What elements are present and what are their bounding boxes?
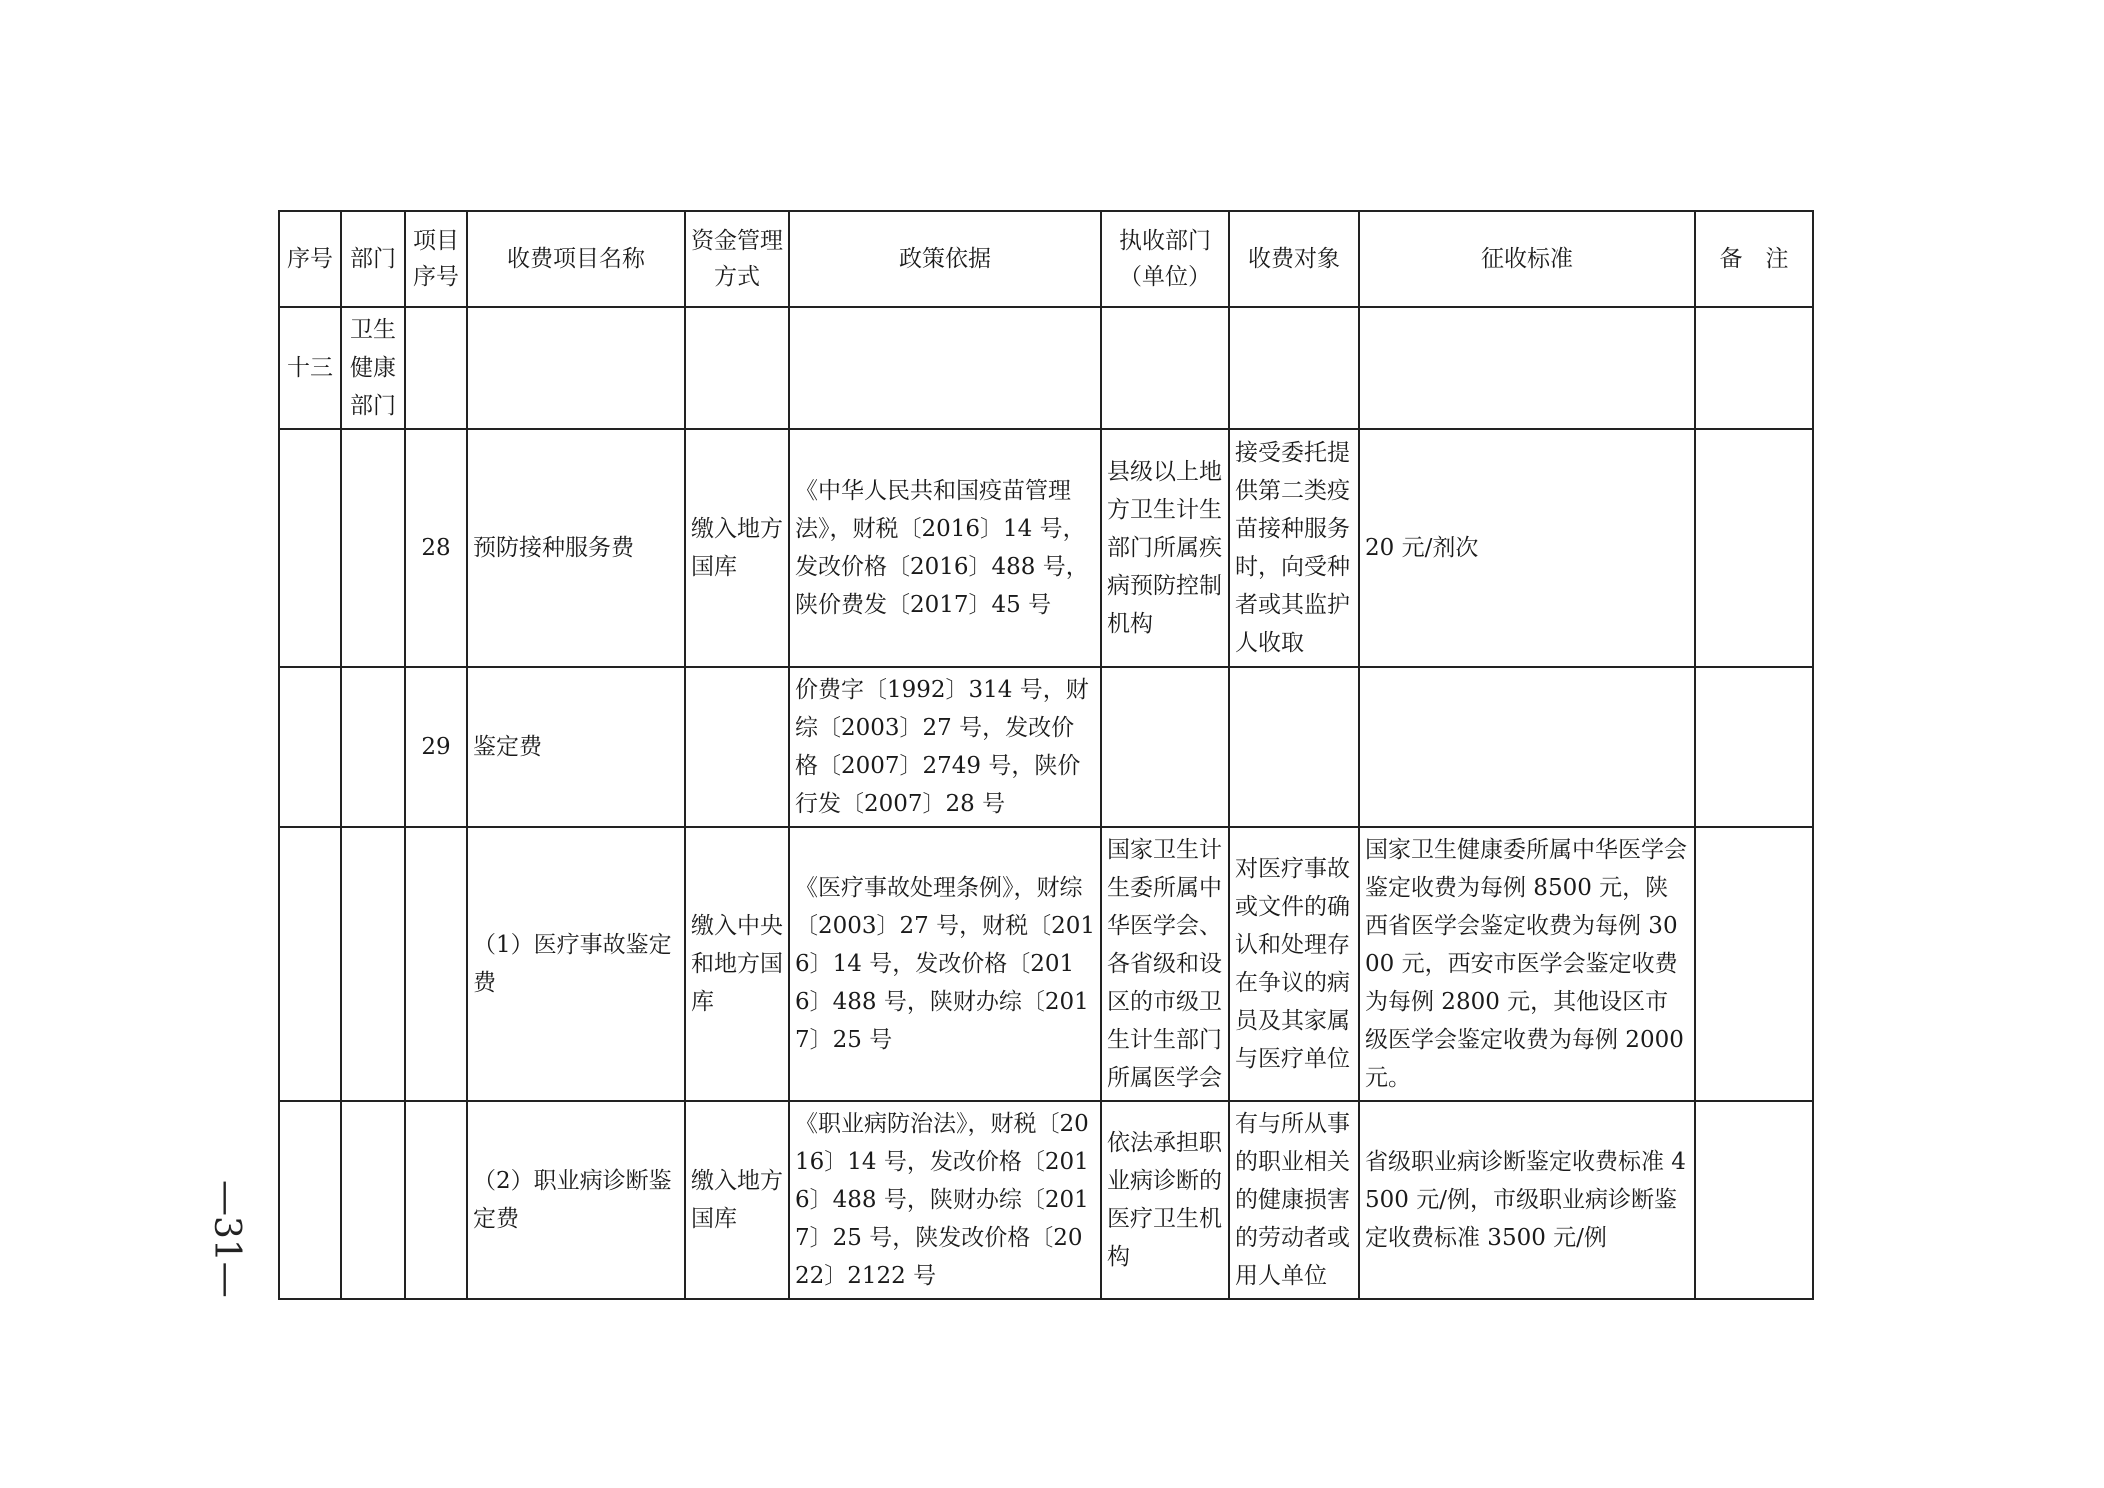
- cell-standard: [1359, 307, 1695, 429]
- cell-seq: [279, 667, 341, 827]
- cell-item-seq: [405, 1101, 467, 1299]
- header-remark: 备 注: [1695, 211, 1813, 307]
- cell-item-seq: 29: [405, 667, 467, 827]
- cell-collector: [1101, 667, 1229, 827]
- table-row: [279, 307, 1813, 429]
- cell-policy: 《医疗事故处理条例》，财综〔2003〕27 号，财税〔2016〕14 号，发改价格〔2016〕488 号，陕财办综〔2017〕25 号: [789, 827, 1101, 1101]
- cell-fund-mgmt: 缴入中央和地方国库: [685, 827, 789, 1101]
- cell-fund-mgmt: 缴入地方国库: [685, 429, 789, 667]
- cell-policy: [789, 307, 1101, 429]
- cell-dept: [341, 1101, 405, 1299]
- cell-seq: 十三: [279, 307, 341, 429]
- table-row: [279, 1101, 1813, 1299]
- cell-policy: 《中华人民共和国疫苗管理法》，财税〔2016〕14 号，发改价格〔2016〕488 号，陕价费发〔2017〕45 号: [789, 429, 1101, 667]
- cell-item-name: （2）职业病诊断鉴定费: [467, 1101, 685, 1299]
- cell-policy: 《职业病防治法》，财税〔2016〕14 号，发改价格〔2016〕488 号，陕财办综〔2017〕25 号，陕发改价格〔2022〕2122 号: [789, 1101, 1101, 1299]
- cell-remark: [1695, 667, 1813, 827]
- header-dept: 部门: [341, 211, 405, 307]
- page-number: —31—: [206, 1180, 247, 1298]
- cell-dept: [341, 827, 405, 1101]
- cell-seq: [279, 827, 341, 1101]
- header-collector: 执收部门（单位）: [1101, 211, 1229, 307]
- cell-dept: [341, 667, 405, 827]
- cell-fund-mgmt: [685, 307, 789, 429]
- cell-collector: 县级以上地方卫生计生部门所属疾病预防控制机构: [1101, 429, 1229, 667]
- table-row: [279, 827, 1813, 1101]
- header-item-name: 收费项目名称: [467, 211, 685, 307]
- cell-standard: 国家卫生健康委所属中华医学会鉴定收费为每例 8500 元，陕西省医学会鉴定收费为每例 3000 元，西安市医学会鉴定收费为每例 2800 元，其他设区市级医学会鉴定收费为每例 2000 元。: [1359, 827, 1695, 1101]
- cell-remark: [1695, 307, 1813, 429]
- cell-item-name: 鉴定费: [467, 667, 685, 827]
- fee-table: [278, 210, 1814, 1300]
- cell-remark: [1695, 1101, 1813, 1299]
- cell-seq: [279, 429, 341, 667]
- cell-payer: [1229, 307, 1359, 429]
- cell-payer: 对医疗事故或文件的确认和处理存在争议的病员及其家属与医疗单位: [1229, 827, 1359, 1101]
- cell-seq: [279, 1101, 341, 1299]
- cell-payer: 有与所从事的职业相关的健康损害的劳动者或用人单位: [1229, 1101, 1359, 1299]
- cell-item-name: 预防接种服务费: [467, 429, 685, 667]
- cell-fund-mgmt: 缴入地方国库: [685, 1101, 789, 1299]
- header-policy: 政策依据: [789, 211, 1101, 307]
- cell-item-seq: 28: [405, 429, 467, 667]
- header-fund-mgmt: 资金管理方式: [685, 211, 789, 307]
- cell-item-seq: [405, 827, 467, 1101]
- cell-item-seq: [405, 307, 467, 429]
- header-payer: 收费对象: [1229, 211, 1359, 307]
- cell-dept: [341, 429, 405, 667]
- cell-collector: 依法承担职业病诊断的医疗卫生机构: [1101, 1101, 1229, 1299]
- header-standard: 征收标准: [1359, 211, 1695, 307]
- cell-remark: [1695, 429, 1813, 667]
- cell-standard: 20 元/剂次: [1359, 429, 1695, 667]
- cell-item-name: [467, 307, 685, 429]
- cell-payer: [1229, 667, 1359, 827]
- cell-collector: 国家卫生计生委所属中华医学会、各省级和设区的市级卫生计生部门所属医学会: [1101, 827, 1229, 1101]
- cell-collector: [1101, 307, 1229, 429]
- header-row: [279, 211, 1813, 307]
- cell-policy: 价费字〔1992〕314 号，财综〔2003〕27 号，发改价格〔2007〕2749 号，陕价行发〔2007〕28 号: [789, 667, 1101, 827]
- cell-item-name: （1）医疗事故鉴定费: [467, 827, 685, 1101]
- table-row: [279, 667, 1813, 827]
- cell-standard: [1359, 667, 1695, 827]
- cell-remark: [1695, 827, 1813, 1101]
- header-seq: 序号: [279, 211, 341, 307]
- table-row: [279, 429, 1813, 667]
- cell-dept: 卫生健康部门: [341, 307, 405, 429]
- cell-fund-mgmt: [685, 667, 789, 827]
- header-item-seq: 项目序号: [405, 211, 467, 307]
- cell-standard: 省级职业病诊断鉴定收费标准 4500 元/例，市级职业病诊断鉴定收费标准 3500 元/例: [1359, 1101, 1695, 1299]
- cell-payer: 接受委托提供第二类疫苗接种服务时，向受种者或其监护人收取: [1229, 429, 1359, 667]
